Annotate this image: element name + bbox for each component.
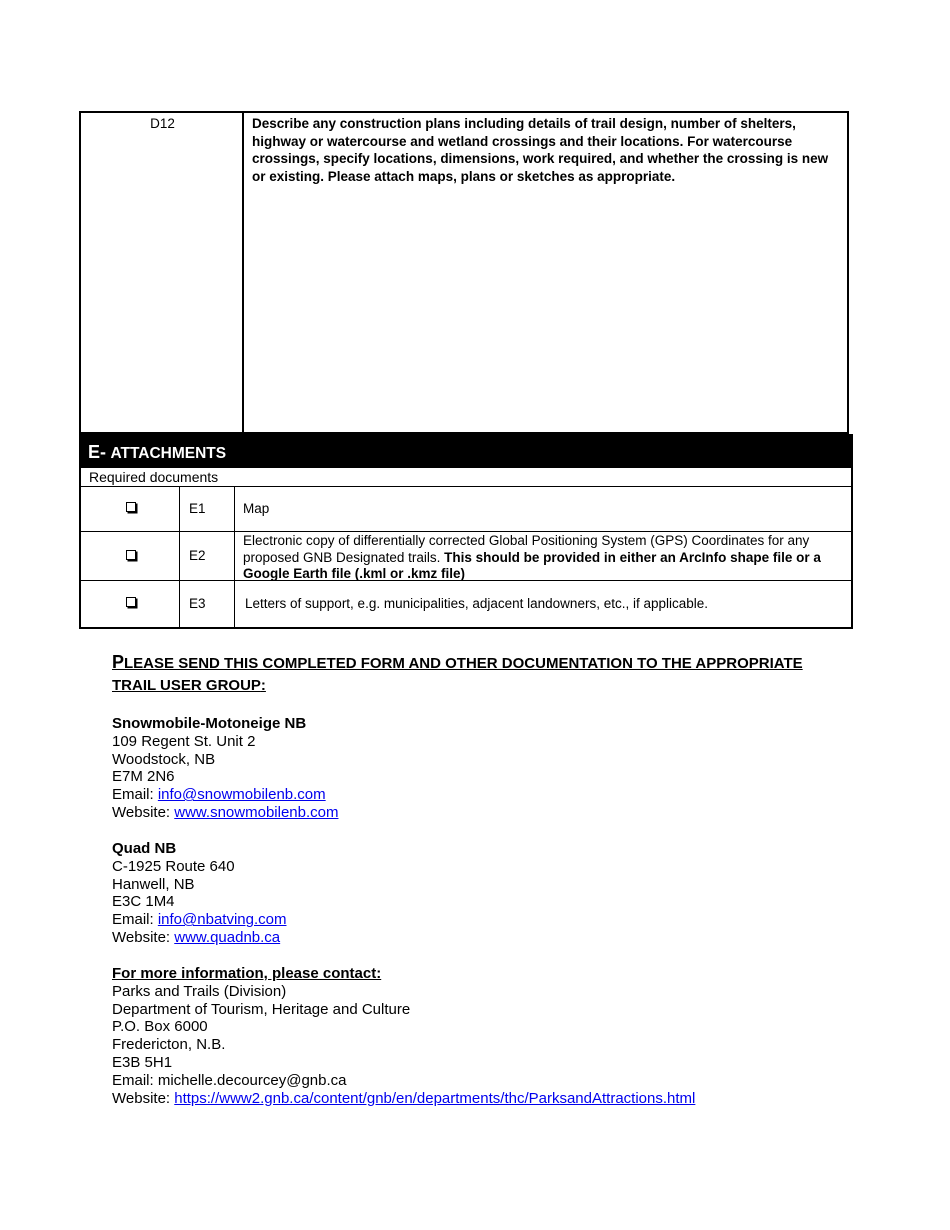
snowmobile-contact-block — [112, 715, 338, 822]
quad-email-link[interactable]: info@nbatving.com — [157, 911, 287, 929]
send-line2: TRAIL USER GROUP — [112, 677, 261, 694]
quad-website-line — [112, 929, 286, 947]
attachment-code: E2 — [189, 548, 206, 563]
quad-name: Quad NB — [112, 840, 177, 857]
quad-postal: E3C 1M4 — [112, 893, 175, 911]
snowmobile-email-line — [112, 786, 338, 804]
email-label: Email: — [112, 911, 158, 929]
d12-question-table — [79, 111, 849, 434]
checkbox-e1[interactable] — [81, 501, 180, 515]
attachment-row-e1 — [81, 487, 851, 531]
attachments-header-letter: E- — [88, 442, 106, 462]
checkbox-icon — [126, 550, 136, 560]
send-instructions — [112, 651, 840, 697]
contact-website-link[interactable]: https://www2.gnb.ca/content/gnb/en/departments/thc/ParksandAttractions.html — [174, 1089, 696, 1107]
snowmobile-website-link[interactable]: www.snowmobilenb.com — [174, 803, 339, 821]
snowmobile-name: Snowmobile-Motoneige NB — [112, 715, 307, 732]
quad-email-line — [112, 911, 286, 929]
quad-address: C-1925 Route 640 — [112, 857, 235, 875]
attachment-text-bold: This should be provided in either an ArcInfo shape file or a Google Earth file (.kml or .kmz file) — [243, 549, 821, 581]
contact-email-line: Email: michelle.decourcey@gnb.ca — [112, 1071, 347, 1089]
attachment-row-e3 — [81, 581, 851, 627]
website-label: Website: — [112, 928, 175, 946]
quad-website-link[interactable]: www.quadnb.ca — [174, 928, 281, 946]
snowmobile-email-link[interactable]: info@snowmobilenb.com — [157, 786, 326, 804]
snowmobile-address: 109 Regent St. Unit 2 — [112, 732, 256, 750]
contact-website-line — [112, 1090, 695, 1108]
attachment-code: E3 — [189, 596, 206, 611]
attachment-text: Electronic copy of differentially corrected Global Positioning System (GPS) Coordinates for any proposed GNB Designated trails. — [243, 533, 810, 565]
attachments-header — [79, 434, 853, 468]
attachment-row-e2 — [81, 532, 851, 580]
checkbox-icon — [126, 597, 136, 607]
website-label: Website: — [112, 1089, 175, 1107]
send-colon: : — [260, 677, 266, 694]
email-label: Email: — [112, 786, 158, 804]
attachments-header-title: ATTACHMENTS — [110, 445, 227, 462]
snowmobile-city: Woodstock, NB — [112, 750, 216, 768]
checkbox-e2[interactable] — [81, 549, 180, 563]
more-info-block — [112, 965, 695, 1107]
attachment-text-block — [243, 533, 847, 583]
contact-line: Fredericton, N.B. — [112, 1036, 226, 1054]
snowmobile-website-line — [112, 804, 338, 822]
attachment-text: Letters of support, e.g. municipalities, adjacent landowners, etc., if applicable. — [245, 596, 709, 611]
d12-code-cell — [81, 113, 244, 432]
website-label: Website: — [112, 803, 175, 821]
contact-line: P.O. Box 6000 — [112, 1018, 208, 1036]
send-line1: LEASE SEND THIS COMPLETED FORM AND OTHER DOCUMENTATION TO THE APPROPRIATE — [124, 655, 803, 672]
contact-line: Parks and Trails (Division) — [112, 982, 287, 1000]
contact-line: Department of Tourism, Heritage and Culture — [112, 1000, 411, 1018]
contact-line: E3B 5H1 — [112, 1053, 173, 1071]
quad-city: Hanwell, NB — [112, 875, 195, 893]
attachments-table — [79, 468, 853, 629]
send-first-letter: P — [112, 652, 125, 672]
attachment-text: Map — [243, 501, 270, 516]
snowmobile-postal: E7M 2N6 — [112, 768, 175, 786]
quad-contact-block — [112, 840, 286, 947]
checkbox-e3[interactable] — [81, 596, 180, 610]
d12-code: D12 — [150, 116, 175, 131]
attachment-code: E1 — [189, 501, 206, 516]
more-info-heading: For more information, please contact: — [112, 965, 382, 982]
d12-description: Describe any construction plans including details of trail design, number of shelters, highway or watercourse and wetland crossings and their locations. For watercourse crossings, specify locations, dimensions, work required, and whether the crossing is new or existing. Please attach maps, plans or sketches as appropriate. — [252, 116, 829, 184]
required-documents-label: Required documents — [89, 469, 219, 485]
checkbox-icon — [126, 502, 136, 512]
